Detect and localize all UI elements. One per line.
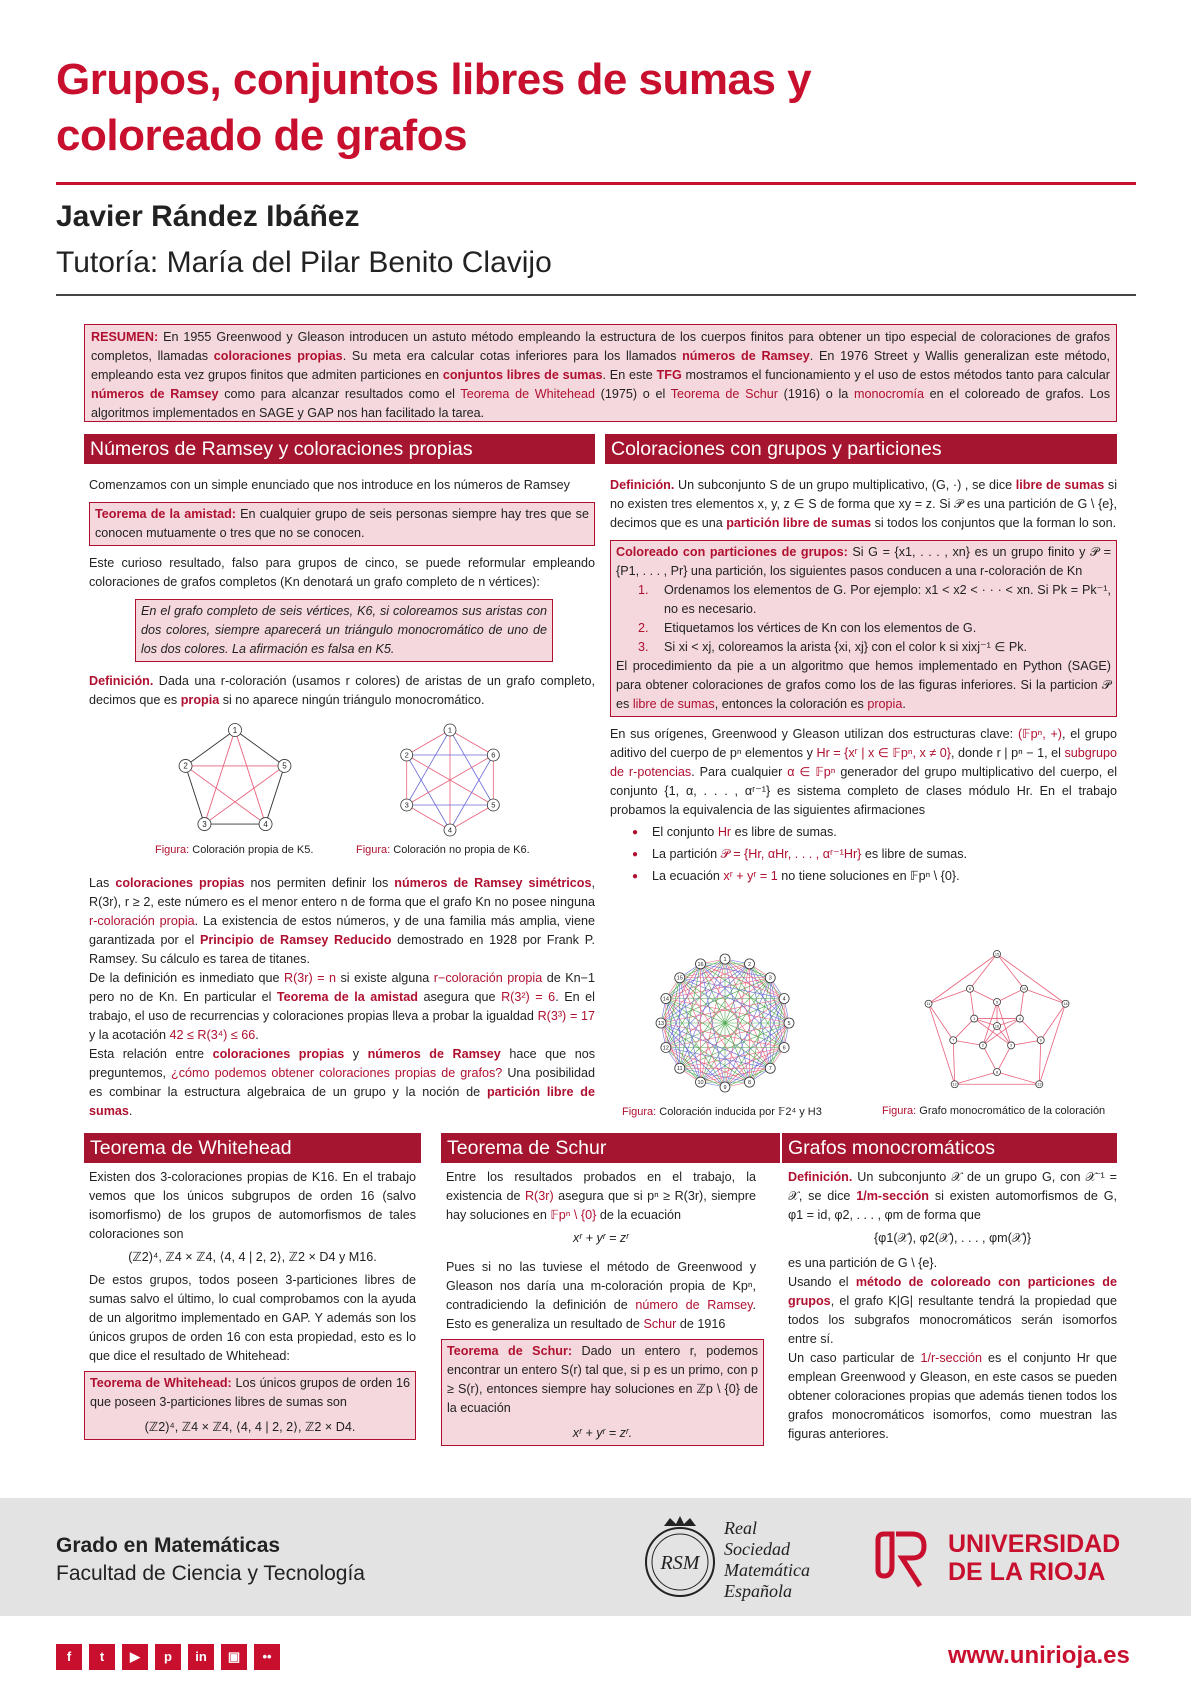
vertex-label: 5 [491,800,496,810]
poster-title: Grupos, conjuntos libres de sumas y coloreado de grafos [56,55,812,160]
vertex-label: 5 [787,1020,791,1027]
graph-edge [186,730,235,766]
monochromatic-graph-figure [912,944,1082,1104]
schur-equation: xʳ + yʳ = zʳ [573,1231,629,1245]
vertex-label: 4 [263,819,268,829]
vertex-label: 4 [782,996,786,1003]
graph-edge [204,766,284,824]
propia-definition: Definición. Dada una r-coloración (usamos r colores) de aristas de un grafo completo, decimos que es propia si no aparece ningún triángulo monocromático. [89,674,595,707]
graph-edge [1018,1016,1041,1041]
website-link[interactable]: www.unirioja.es [948,1642,1130,1669]
list-item: ● La partición 𝒫 = {Hr, αHr, . . . , αʳ⁻¹Hr} es libre de sumas. [632,845,1117,864]
vertex-label: 2 [404,750,409,760]
graph-edge [204,730,235,824]
schur-column [446,1168,759,1454]
vertex-label: 3 [202,819,207,829]
list-item: ● El conjunto Hr es libre de sumas. [632,823,1117,842]
vertex-label: 9 [1039,1038,1042,1043]
k5-graph-figure [170,718,300,838]
graph-edge [1039,1040,1040,1084]
graph-edge [1041,1004,1066,1040]
ramsey-paragraph-2: Este curioso resultado, falso para grupos de cinco, se puede reformular empleando coloraciones de grafos completos (Kn denotará un grafo completo de n vértices): [89,556,595,589]
whitehead-theorem-box: Teorema de Whitehead: Los únicos grupos de orden 16 que poseen 3-particiones libres de sumas son (ℤ2)⁴, ℤ4 × ℤ4, ⟨4, 4 | 2, 2⟩, ℤ2 × D4. [84,1371,416,1440]
whitehead-paragraph-2: De estos grupos, todos poseen 3-particiones libres de sumas salvo el último, lo cual comprobamos con la ayuda de un algoritmo implementado en GAP. Y además son los únicos grupos de orden 16 con esta propiedad, esto es lo que dice el resultado de Whitehead: [89,1273,416,1363]
libre-sumas-definition: Definición. Un subconjunto S de un grupo multiplicativo, (G, ·) , se dice libre de sumas si no existen tres elementos x, y, z ∈ S de forma que xy = z. Si 𝒫 es una partición de G \ {e}, decimos que es una partición libre de sumas si todos los conjuntos que la forman lo son. [610,478,1117,530]
whitehead-groups-formula: (ℤ2)⁴, ℤ4 × ℤ4, ⟨4, 4 | 2, 2⟩, ℤ2 × D4 y M16. [128,1250,377,1264]
coloreado-particiones-box: Coloreado con particiones de grupos: Si G = {x1, . . . , xn} es un grupo finito y 𝒫 = {P1, . . . , Pr} una partición, los siguientes pasos conducen a una r-coloración de Kn 1. Ordenamos los elementos de G. Por ejemplo: x1 < x2 < · · · < xn. Si Pk = Pk⁻¹, no es necesario. 2. Etiquetamos los vértices de Kn con los elementos de G. 3. Si xi < xj, coloreamos la arista {xi, xj} con el color k si xixj⁻¹ ∈ Pk. El procedimiento da pie a un algoritmo que hemos implementado en Python (SAGE) para obtener coloraciones de grafos como los de las figuras inferiores. Si la particion 𝒫 es libre de sumas, entonces la coloración es propia. [610,540,1117,717]
social-links [56,1644,287,1670]
vertex-label: 10 [697,1080,704,1087]
k5-caption: Figura: Coloración propia de K5. [155,844,314,856]
vertex-label: 1 [447,725,453,735]
linkedin-icon[interactable]: in [188,1644,214,1670]
graph-edge [953,1016,976,1041]
twitter-icon[interactable]: t [89,1644,115,1670]
automorphism-formula: {φ1(𝒳), φ2(𝒳), . . . , φm(𝒳)} [873,1231,1032,1245]
vertex-label: 8 [995,1070,999,1075]
vertex-label: 2 [183,761,188,771]
graph-edge [955,1072,997,1084]
youtube-icon[interactable]: ▶ [122,1644,148,1670]
vertex-label: 4 [1018,1016,1021,1021]
vertex-label: 5 [995,1000,999,1005]
title-rule [56,182,1136,185]
list-item: ● La ecuación xʳ + yʳ = 1 no tiene soluciones en 𝔽pⁿ \ {0}. [632,867,1117,886]
rsme-name: Real Sociedad Matemática Española [724,1518,810,1601]
section-title-whitehead: Teorema de Whitehead [84,1133,421,1163]
vertex-label: 3 [404,800,409,810]
graph-edge [970,989,974,1019]
graph-edge [926,1002,955,1084]
vertex-label: 15 [994,952,1000,957]
vertex-label: 7 [768,1066,772,1073]
vertex-label: 1 [723,956,727,963]
vertex-label: 6 [491,750,496,760]
vertex-label: 7 [952,1038,955,1043]
vertex-label: 11 [926,1002,931,1007]
vertex-label: 11 [676,1066,683,1073]
graph-edge [1011,1040,1041,1045]
vertex-label: 4 [447,825,453,835]
vertex-label: 14 [1063,1002,1068,1007]
mono-paragraph-3: Usando el método de coloreado con particiones de grupos, el grafo K|G| resultante tendrá la propiedad que todos los subgrafos monocromáticos serán isomorfos entre sí. [788,1275,1117,1346]
graph-edge [235,730,266,824]
graph-edge [970,989,999,1005]
coloring-steps-list [638,581,1111,657]
vertex-label: 6 [782,1045,786,1052]
whitehead-intro: Existen dos 3-coloraciones propias de K16. En el trabajo vemos que los únicos subgrupos de orden 16 (salvo isomorfismo) de los grupos de automorfismos de tales coloraciones son [89,1170,416,1241]
vertex-label: 12 [662,1045,669,1052]
seccion-definition: Definición. Un subconjunto 𝒳 de un grupo G, con 𝒳⁻¹ = 𝒳, se dice 1/m-sección si existen automorfismos de G, φ1 = id, φ2, . . . , φm de forma que [788,1170,1117,1222]
facebook-icon[interactable]: f [56,1644,82,1670]
section-title-ramsey: Números de Ramsey y coloraciones propias [84,434,595,464]
graph-edge [407,805,450,830]
vertex-label: 10 [1021,987,1027,992]
abstract-box: RESUMEN: En 1955 Greenwood y Gleason introducen un astuto método empleando la estructura de los cuerpos finitos para obtener un tipo especial de coloraciones de grafos completos, llamadas coloraciones propias. Su meta era calcular cotas inferiores para los llamados números de Ramsey. En 1976 Street y Wallis generalizan este método, empleando esta vez grupos finitos que admiten particiones en conjuntos libres de sumas. En este TFG mostramos el funcionamiento y el uso de estos métodos tanto para calcular números de Ramsey como para alcanzar resultados como el Teorema de Whitehead (1975) o el Teorema de Schur (1916) o la monocromía en el coloreado de grafos. Los algoritmos implementados en SAGE y GAP nos han facilitado la tarea. [84,324,1117,422]
vertex-label: 8 [747,1080,752,1087]
schur-theorem-box: Teorema de Schur: Dado un entero r, podemos encontrar un entero S(r) tal que, si p es un primo, con p ≥ S(r), entonces siempre hay soluciones en ℤp \ {0} de la ecuación xʳ + yʳ = zʳ. [441,1339,764,1446]
graph-edge [953,1040,983,1045]
graph-edge [186,766,205,824]
vertex-label: 16 [697,961,704,968]
graph-edge [450,755,496,830]
k6-graph-figure [390,718,510,838]
graph-edge [235,730,284,766]
vertex-label: 5 [282,761,287,771]
section-title-grupos: Coloraciones con grupos y particiones [605,434,1117,464]
k16-caption: Figura: Coloración inducida por 𝔽2⁴ y H3 [622,1106,822,1118]
schur-intro: Entre los resultados probados en el trabajo, la existencia de R(3r) asegura que si pⁿ ≥ R(3r), siempre hay soluciones en 𝔽pⁿ \ {0} de la ecuación [446,1170,757,1222]
schur-paragraph-2: Pues si no las tuviese el método de Greenwood y Gleason nos daría una m-coloración propia de Kpⁿ, contradiciendo la definición de número de Ramsey. Esto es generaliza un resultado de Schur de 1916 [446,1260,756,1331]
tutor-name: Tutoría: María del Pilar Benito Clavijo [56,246,552,279]
pinterest-icon[interactable]: p [155,1644,181,1670]
ramsey-column-lower [89,874,595,1128]
author-name: Javier Rández Ibáñez [56,200,360,233]
ramsey-values-paragraph: De la definición es inmediato que R(3r) = n si existe alguna r−coloración propia de Kn−1 pero no de Kn. En particular el Teorema de la amistad asegura que R(3²) = 6. En el trabajo, el uso de recurrencias y coloraciones propias lleva a probar la igualdad R(3³) = 17 y la acotación 42 ≤ R(3⁴) ≤ 66. [89,971,596,1042]
faculty-name: Facultad de Ciencia y Tecnología [56,1562,365,1585]
vertex-label: 2 [981,1043,984,1048]
coloring-step: 2. Etiquetamos los vértices de Kn con los elementos de G. [638,621,977,635]
degree-name: Grado en Matemáticas [56,1534,281,1557]
unirioja-logo [872,1530,928,1590]
header-rule [56,294,1136,296]
graph-edge [186,766,266,824]
section-title-mono: Grafos monocromáticos [782,1133,1117,1163]
vertex-label: 13 [657,1020,665,1027]
vertex-label: 14 [662,996,669,1003]
k6-caption: Figura: Coloración no propia de K6. [356,844,530,856]
graph-edge [997,1072,1039,1084]
ramsey-question-paragraph: Esta relación entre coloraciones propias y números de Ramsey hace que nos preguntemos, ¿cómo podemos obtener coloraciones propias de grafos? Una posibilidad es combinar la estructura algebraica de un grupo y la noción de partición libre de sumas. [89,1047,595,1118]
vertex-label: 2 [747,961,752,968]
unirioja-name: UNIVERSIDAD DE LA RIOJA [948,1530,1121,1586]
mono-paragraph-2: es una partición de G \ {e}. [788,1256,938,1270]
mono-paragraph-4: Un caso particular de 1/r-sección es el conjunto Hr que emplean Greenwood y Gleason, en este casos se pueden obtener coloraciones propias que además tienen todos los grafos monocromáticos isomorfos, como muestran las figuras anteriores. [788,1351,1117,1441]
svg-text:RSM: RSM [660,1552,700,1574]
vertex-label: 15 [676,975,683,982]
graph-edge [995,1045,1011,1075]
whitehead-column [89,1168,416,1448]
vertex-label: 3 [1010,1043,1013,1048]
vertex-label: 1 [232,725,238,735]
graph-edge [450,730,493,755]
graph-edge [983,1045,999,1075]
amistad-theorem-box: Teorema de la amistad: En cualquier grupo de seis personas siempre hay tres que se conocen mutuamente o tres que no se conocen. [89,502,595,546]
rsme-seal-logo [640,1512,720,1602]
coloring-step: 3. Si xi < xj, coloreamos la arista {xi, xj} con el color k si xixj⁻¹ ∈ Pk. [638,640,1028,654]
ramsey-intro: Comenzamos con un simple enunciado que nos introduce en los números de Ramsey [89,478,570,492]
vertex-label: 1 [973,1016,976,1021]
mono-column [788,1168,1117,1451]
k16-coloring-figure [650,948,800,1098]
vertex-label: 6 [968,987,972,992]
instagram-icon[interactable]: ▣ [221,1644,247,1670]
greenwood-gleason-paragraph: En sus orígenes, Greenwood y Gleason utilizan dos estructuras clave: (𝔽pⁿ, +), el grupo aditivo del cuerpo de pⁿ elementos y Hr = {xʳ | x ∈ 𝔽pⁿ, x ≠ 0}, donde r | pⁿ − 1, el subgrupo de r-potencias. Para cualquier α ∈ 𝔽pⁿ generador del grupo multiplicativo del cuerpo, el conjunto {1, α, . . . , αʳ⁻¹} es sistema completo de clases módulo Hr. En el trabajo probamos la equivalencia de las siguientes afirmaciones [610,727,1118,817]
vertex-label: 13 [1037,1082,1042,1087]
vertex-label: 9 [723,1084,727,1091]
vertex-label: 3 [768,975,772,982]
graph-edge [1039,1002,1068,1084]
vertex-label: 12 [952,1082,957,1087]
vertex-label: 16 [994,1024,1000,1029]
k6-quote-box: En el grafo completo de seis vértices, K6, si coloreamos sus aristas con dos colores, siempre aparecerá un triángulo monocromático de uno de los dos colores. La afirmación es falsa en K5. [135,599,553,662]
flickr-icon[interactable]: •• [254,1644,280,1670]
ramsey-column [89,476,595,717]
graph-edge [926,1002,954,1040]
graph-edge [953,1040,954,1084]
graph-edge [926,989,970,1007]
section-title-schur: Teorema de Schur [441,1133,780,1163]
mono-caption: Figura: Grafo monocromático de la coloración [882,1105,1106,1117]
coloring-step: 1. Ordenamos los elementos de G. Por ejemplo: x1 < x2 < · · · < xn. Si Pk = Pk⁻¹, no es necesario. [638,583,1111,616]
graph-edge [450,805,493,830]
grupos-column [610,476,1117,889]
equivalence-list [632,823,1117,886]
graph-edge [407,730,450,755]
ramsey-numbers-paragraph: Las coloraciones propias nos permiten definir los números de Ramsey simétricos, R(3r), r ≥ 2, este número es el menor entero n de forma que el grafo Kn no posee ninguna r-coloración propia. La existencia de estos números, y de una familia más amplia, viene garantizada por el Principio de Ramsey Reducido demostrado en 1928 por Frank P. Ramsey. Su cálculo es tarea de titanes. [89,876,596,966]
graph-edge [266,766,285,824]
